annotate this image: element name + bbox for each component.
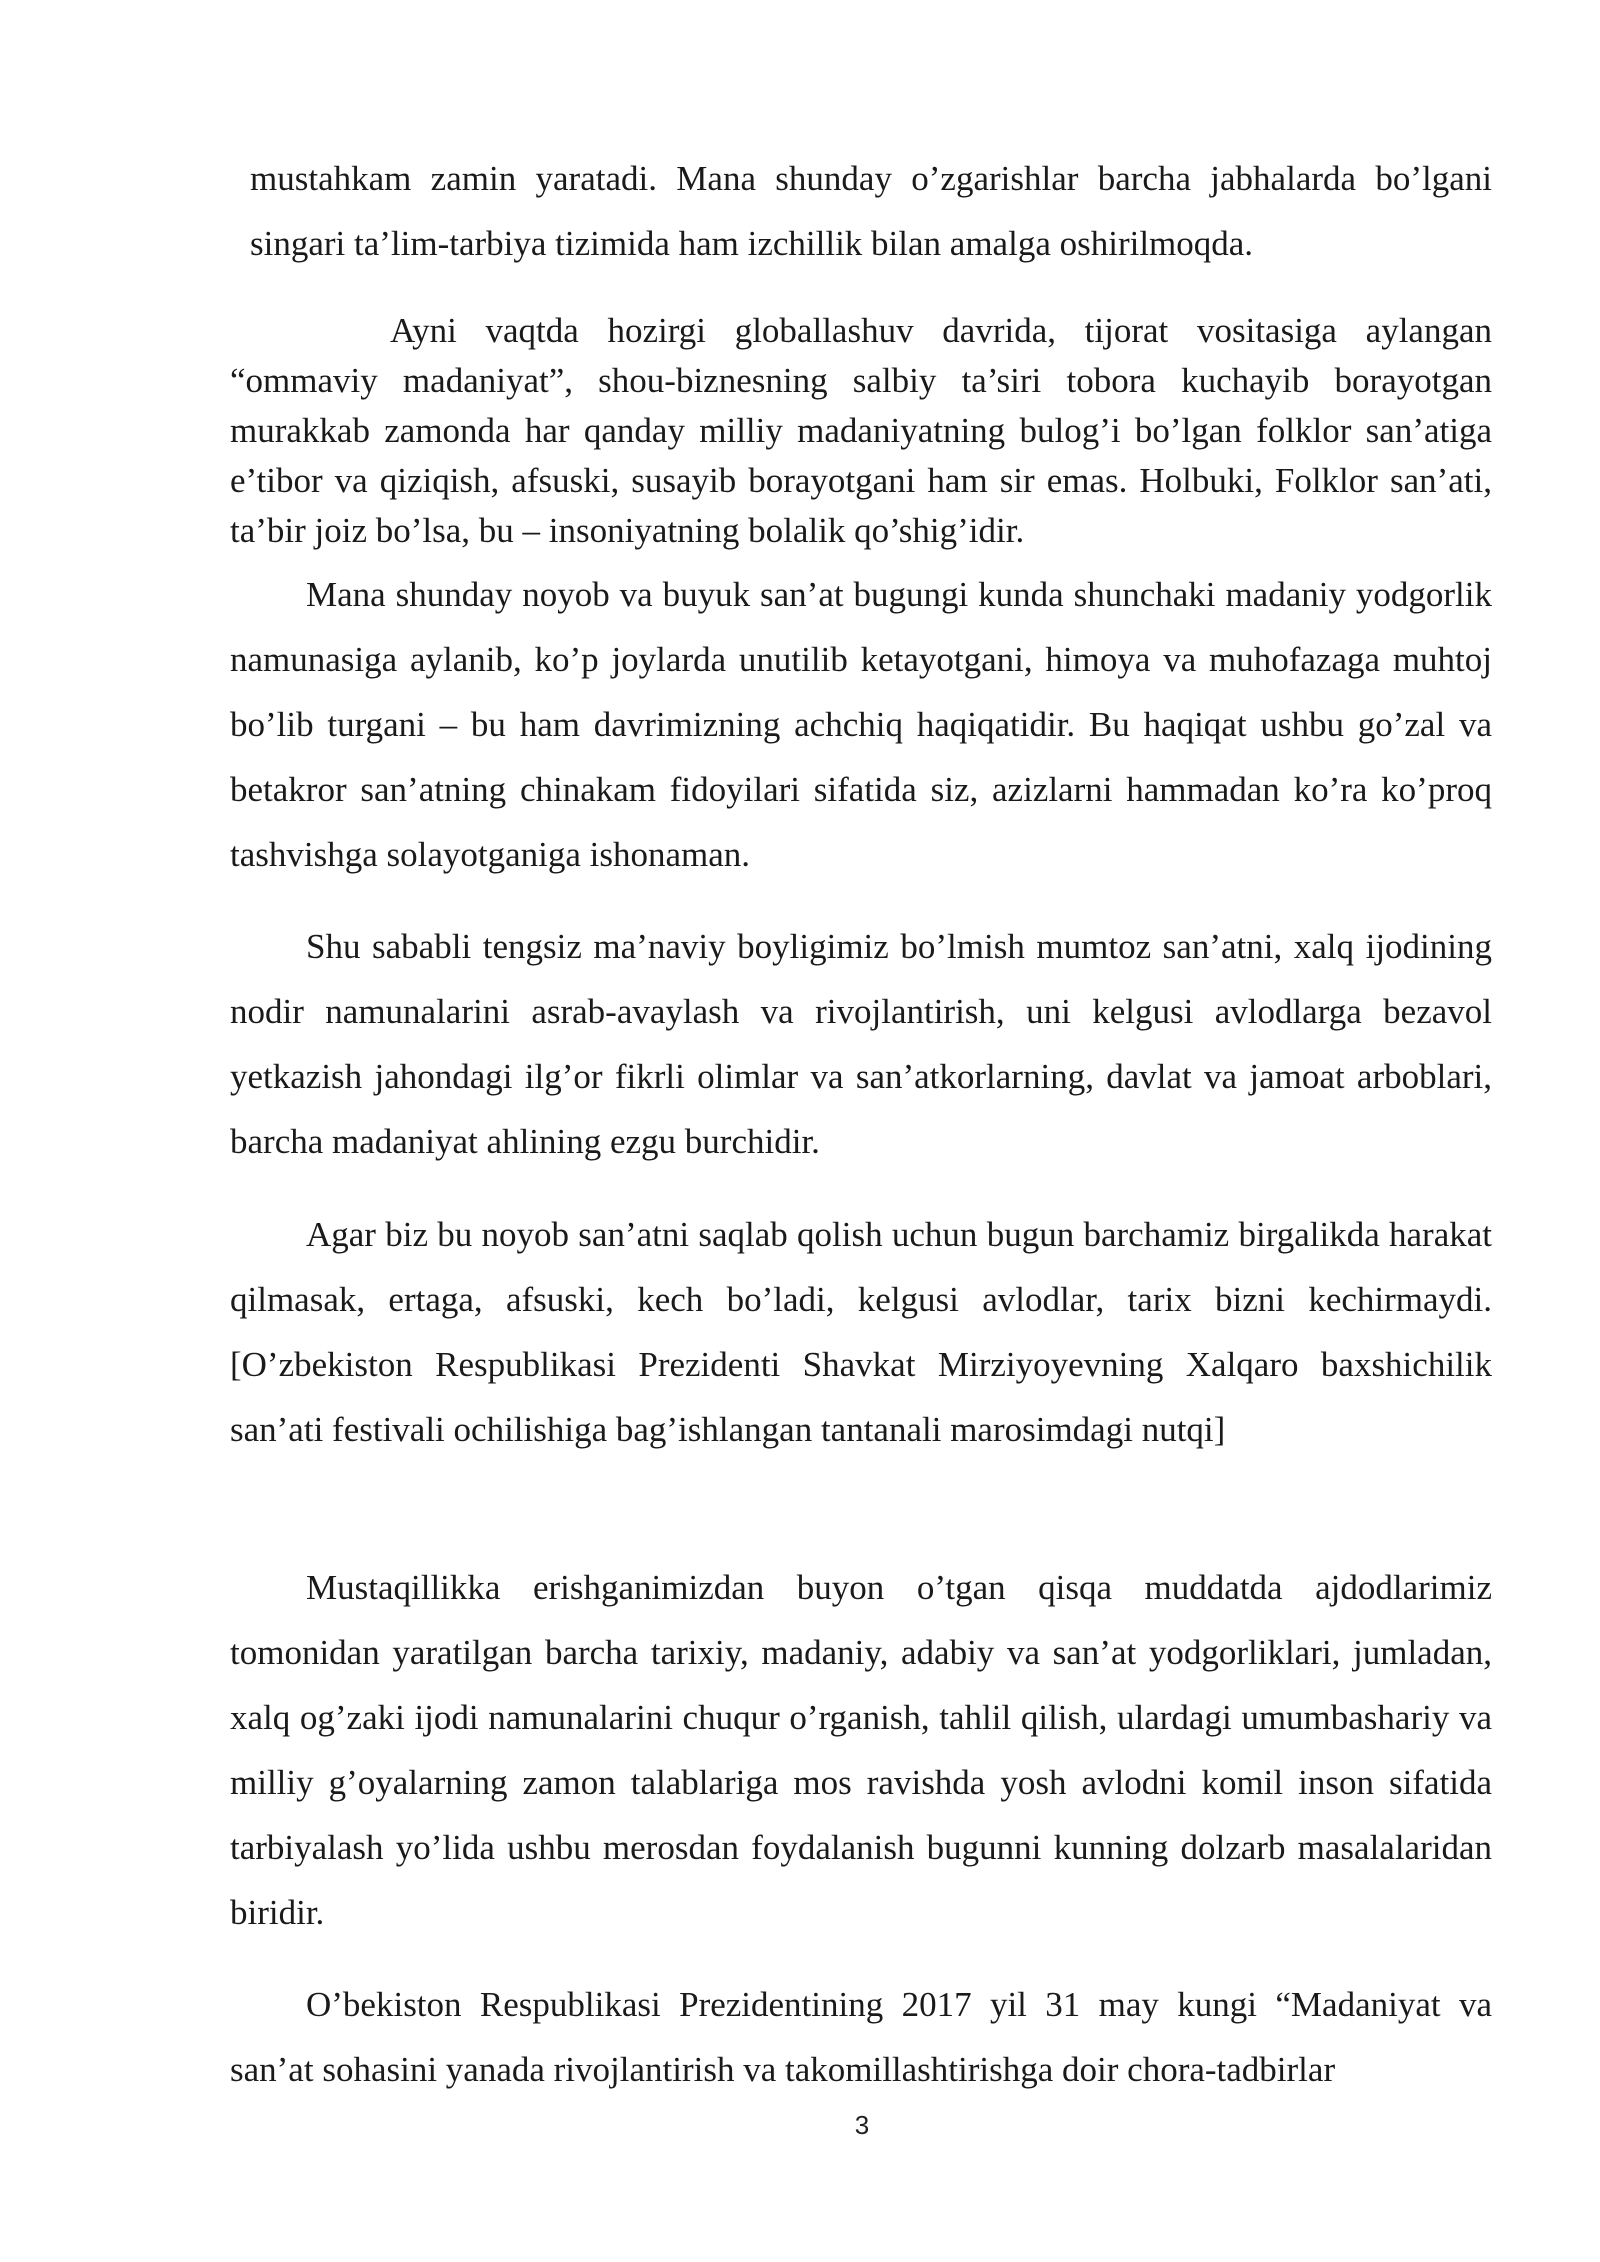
paragraph-decree: O’bekiston Respublikasi Prezidentining 2017 yil 31 may kungi “Madaniyat va san’at sohasini yanada rivojlantirish va takomillashtirishga doir chora-tadbirlar [230, 1985, 1492, 2089]
page-number: 3 [854, 2110, 870, 2140]
paragraph-president-quote: Agar biz bu noyob san’atni saqlab qolish uchun bugun barchamiz birgalikda harakat qilmasak, ertaga, afsuski, kech bo’ladi, kelgusi avlodlar, tarix bizni kechirmaydi. [O’zbekiston Respublikasi Prezidenti Shavkat Mirziyoyevning Xalqaro baxshichilik san’ati festivali ochilishiga bag’ishlangan tantanali marosimdagi nutqi] [230, 1215, 1492, 1449]
paragraph-unique-art: Mana shunday noyob va buyuk san’at bugungi kunda shunchaki madaniy yodgorlik namunasiga aylanib, ko’p joylarda unutilib ketayotgani, himoya va muhofazaga muhtoj bo’lib turgani – bu ham davrimizning achchiq haqiqatidir. Bu haqiqat ushbu go’zal va betakror san’atning chinakam fidoyilari sifatida siz, azizlarni hammadan ko’ra ko’proq tashvishga solayotganiga ishonaman. [230, 575, 1492, 874]
paragraph-classical-art: Shu sababli tengsiz ma’naviy boyligimiz bo’lmish mumtoz san’atni, xalq ijodining nodir namunalarini asrab-avaylash va rivojlantirish, uni kelgusi avlodlarga bezavol yetkazish jahondagi ilg’or fikrli olimlar va san’atkorlarning, davlat va jamoat arboblari, barcha madaniyat ahlining ezgu burchidir. [230, 927, 1492, 1161]
paragraph-continuation: mustahkam zamin yaratadi. Mana shunday o’zgarishlar barcha jabhalarda bo’lgani singari ta’lim-tarbiya tizimida ham izchillik bilan amalga oshirilmoqda. [250, 159, 1492, 263]
paragraph-independence: Mustaqillikka erishganimizdan buyon o’tgan qisqa muddatda ajdodlarimiz tomonidan yaratilgan barcha tarixiy, madaniy, adabiy va san’at yodgorliklari, jumladan, xalq og’zaki ijodi namunalarini chuqur o’rganish, tahlil qilish, ulardagi umumbashariy va milliy g’oyalarning zamon talablariga mos ravishda yosh avlodni komil inson sifatida tarbiyalash yo’lida ushbu merosdan foydalanish bugunni kunning dolzarb masalalaridan biridir. [230, 1568, 1492, 1932]
paragraph-globalization: Ayni vaqtda hozirgi globallashuv davrida, tijorat vositasiga aylangan “ommaviy madaniyat”, shou-biznesning salbiy ta’siri tobora kuchayib borayotgan murakkab zamonda har qanday milliy madaniyatning bulog’i bo’lgan folklor san’atiga e’tibor va qiziqish, afsuski, susayib borayotgani ham sir emas. Holbuki, Folklor san’ati, ta’bir joiz bo’lsa, bu – insoniyatning bolalik qo’shig’idir. [230, 311, 1492, 550]
